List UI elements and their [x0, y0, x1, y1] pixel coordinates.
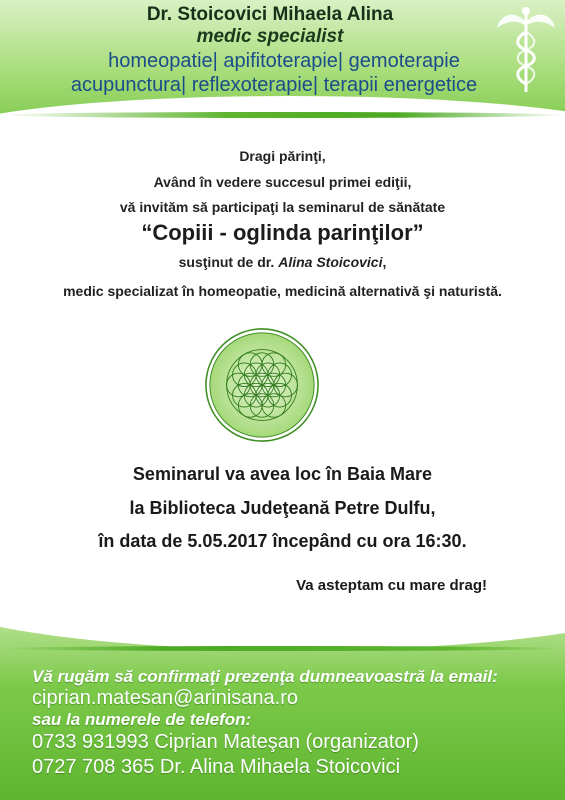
contact-email[interactable]: ciprian.matesan@arinisana.ro	[32, 687, 298, 709]
venue-line-2: la Biblioteca Judeţeană Petre Dulfu,	[129, 498, 436, 518]
seminar-title: “Copiii - oglinda parinţilor”	[141, 220, 424, 245]
phone-organizer[interactable]: 0733 931993 Ciprian Mateşan (organizator)	[32, 731, 419, 753]
caduceus-icon	[495, 2, 557, 96]
flower-of-life-icon	[203, 326, 321, 444]
specialties-line-1: homeopatie| apifitoterapie| gemoterapie	[108, 50, 460, 72]
footer-banner	[0, 610, 565, 800]
doctor-title: medic specialist	[196, 26, 344, 47]
invitation-line-3: vă invităm să participaţi la seminarul de sănătate	[119, 199, 446, 215]
closing-line: Va asteptam cu mare drag!	[296, 577, 487, 594]
invitation-line-2: Având în vedere succesul primei ediţii,	[153, 174, 412, 190]
header-banner	[0, 0, 565, 130]
presenter-name: Alina Stoicovici	[278, 254, 383, 270]
phone-doctor[interactable]: 0727 708 365 Dr. Alina Mihaela Stoicovici	[32, 756, 401, 778]
greeting: Dragi părinţi,	[239, 148, 326, 164]
presenter-specialization: medic specializat în homeopatie, medicină alternativă şi naturistă.	[63, 283, 502, 299]
footer-green-stroke	[0, 646, 565, 651]
specialties-line-2: acupunctura| reflexoterapie| terapii energetice	[70, 74, 478, 96]
presenter-prefix: susţinut de dr.	[178, 254, 279, 270]
venue-date-time: în data de 5.05.2017 începând cu ora 16:30.	[98, 531, 467, 551]
venue-line-1: Seminarul va avea loc în Baia Mare	[132, 464, 433, 484]
phone-intro: sau la numerele de telefon:	[32, 710, 252, 729]
footer-white-sweep	[0, 610, 565, 650]
confirm-text: Vă rugăm să confirmaţi prezenţa dumneavoastră la email:	[32, 667, 498, 686]
presenter-suffix: ,	[382, 254, 387, 270]
presenter-line	[0, 254, 565, 270]
doctor-name: Dr. Stoicovici Mihaela Alina	[146, 4, 394, 25]
header-green-stroke	[0, 112, 565, 118]
